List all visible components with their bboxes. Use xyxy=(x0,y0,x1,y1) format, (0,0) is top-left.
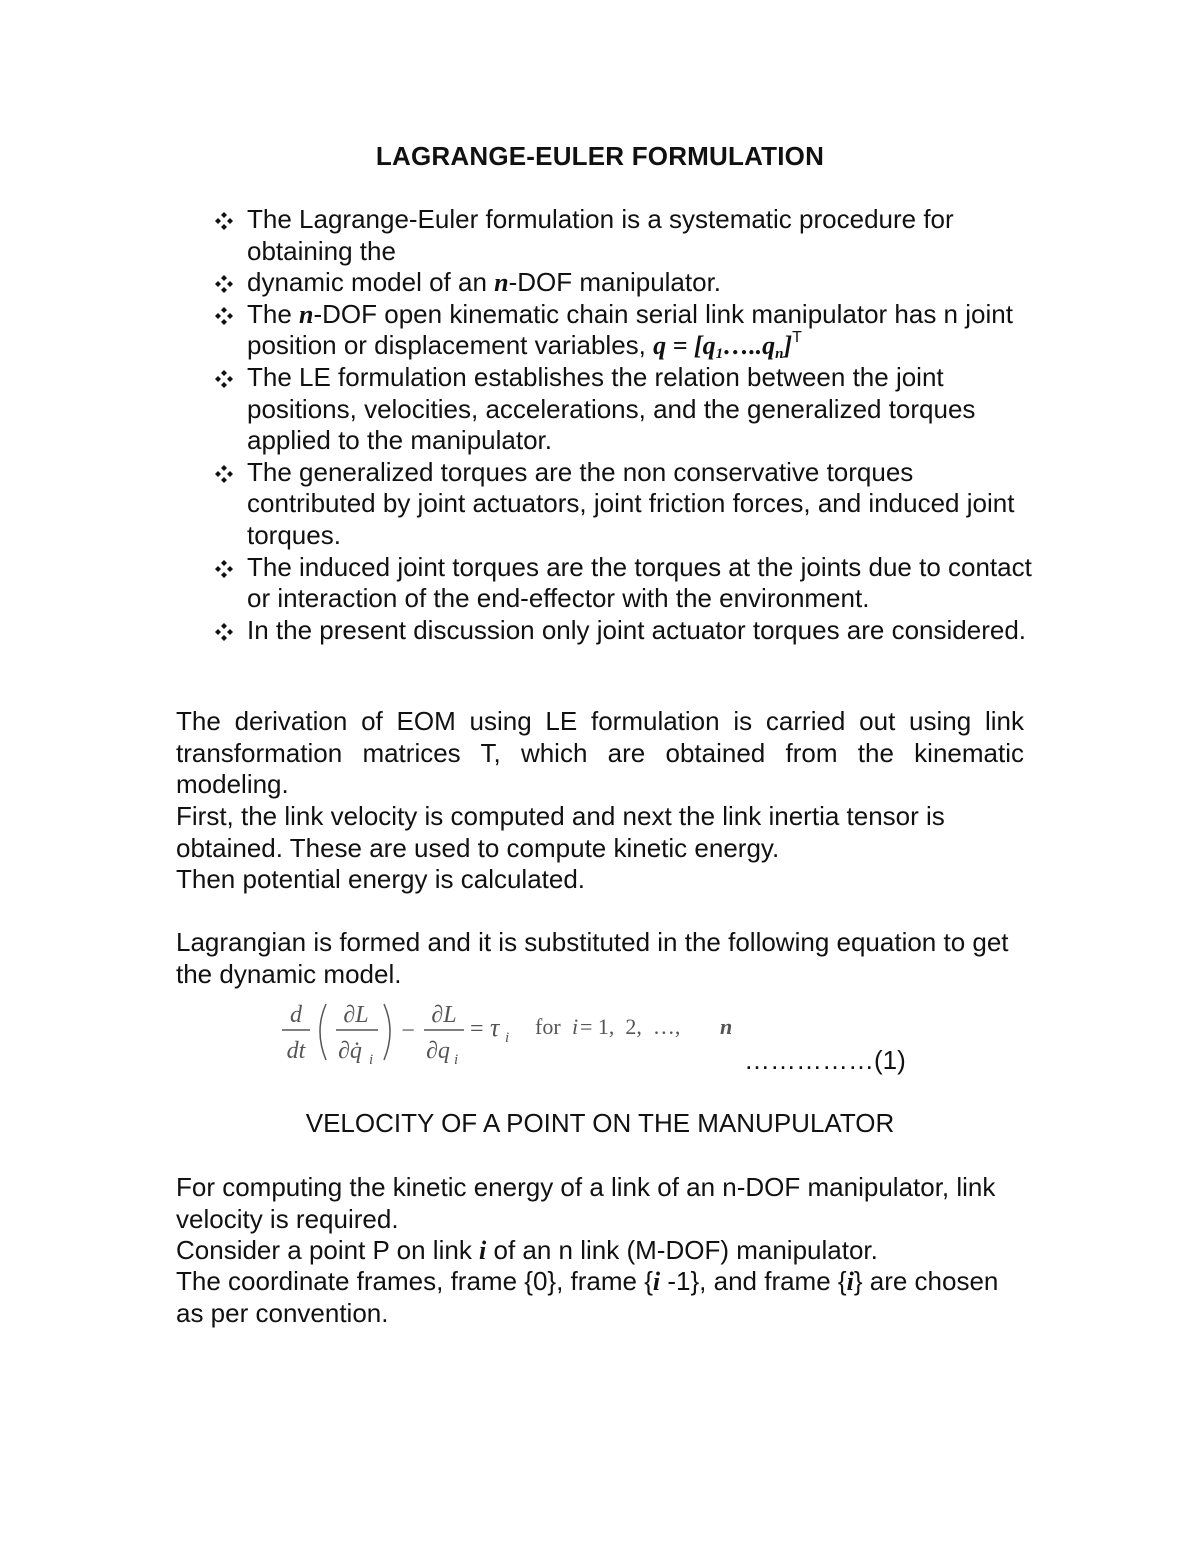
four-diamond-bullet-icon xyxy=(214,559,234,579)
bullet-item xyxy=(214,552,1034,615)
bullet-text: The LE formulation establishes the relation between the joint positions, velocities, accelerations, and the generalized torques applied to the manipulator. xyxy=(247,361,976,456)
section-heading: VELOCITY OF A POINT ON THE MANUPULATOR xyxy=(305,1108,895,1138)
eq-n: n xyxy=(720,1014,733,1039)
page-title: LAGRANGE-EULER FORMULATION xyxy=(375,141,825,171)
text-segment: of an n link (M-DOF) manipulator. xyxy=(486,1235,878,1265)
eq-sub-i-2: i xyxy=(454,1052,459,1068)
bullet-text: -DOF open kinematic chain serial link manipulator has n joint position or displacement variables, xyxy=(247,298,1013,361)
paragraph-potential-energy: Then potential energy is calculated. xyxy=(176,864,586,894)
bullet-item xyxy=(214,299,1034,362)
bullet-text: The xyxy=(247,298,300,329)
text-segment: The coordinate frames, frame {0}, frame { xyxy=(176,1266,653,1296)
bullet-list xyxy=(214,204,1034,646)
eq-dqdot: ∂q̇ xyxy=(338,1038,362,1064)
equation-number: ……………(1) xyxy=(744,1045,906,1075)
lagrange-equation xyxy=(280,998,760,1072)
paragraph-derivation: The derivation of EOM using LE formulation is carried out using link transformation matrices T, which are obtained from the kinematic modeling. xyxy=(176,706,1024,800)
variable-n: n xyxy=(299,299,314,329)
bullet-item xyxy=(214,204,1034,267)
eq-equals: = xyxy=(470,1016,484,1042)
eq-dL-2: ∂L xyxy=(431,1002,457,1028)
bullet-text: The Lagrange-Euler formulation is a systematic procedure for obtaining the xyxy=(247,204,954,266)
eq-tau-sub-i: i xyxy=(505,1030,510,1046)
variable-i: i xyxy=(479,1236,487,1265)
bullet-item xyxy=(214,362,1034,457)
eq-dL-1: ∂L xyxy=(343,1002,369,1028)
bullet-item xyxy=(214,615,1034,647)
bullet-text: The induced joint torques are the torques at the joints due to contact or interaction of the end-effector with the environment. xyxy=(247,551,1032,614)
joint-vector xyxy=(653,331,793,363)
four-diamond-bullet-icon xyxy=(214,274,234,294)
paragraph-coordinate-frames xyxy=(176,1266,1024,1329)
four-diamond-bullet-icon xyxy=(214,622,234,642)
bullet-item xyxy=(214,457,1034,552)
bullet-text: dynamic model of an xyxy=(247,267,495,298)
bullet-text: In the present discussion only joint actuator torques are considered. xyxy=(247,614,1027,645)
eq-dt: dt xyxy=(286,1038,306,1064)
eq-tau: τ xyxy=(490,1013,500,1042)
subscript-n: n xyxy=(775,346,784,363)
joint-vector-close: ] xyxy=(783,331,793,361)
eq-for: for xyxy=(535,1014,561,1039)
paragraph-lagrangian: Lagrangian is formed and it is substituted in the following equation to get the dynamic model. xyxy=(176,927,1009,989)
variable-n: n xyxy=(494,268,509,298)
eq-d: d xyxy=(290,1002,302,1028)
subscript-1: 1 xyxy=(715,346,724,363)
four-diamond-bullet-icon xyxy=(214,211,234,231)
four-diamond-bullet-icon xyxy=(214,464,234,484)
paragraph-kinetic-energy: For computing the kinetic energy of a link of an n-DOF manipulator, link velocity is required. xyxy=(176,1172,996,1234)
four-diamond-bullet-icon xyxy=(214,369,234,389)
joint-vector-head: q = [q xyxy=(653,331,716,361)
eq-i: i xyxy=(572,1014,579,1039)
text-segment: } are chosen as per convention. xyxy=(176,1266,999,1328)
eq-minus: − xyxy=(401,1018,415,1044)
paragraph-velocity-inertia: First, the link velocity is computed and next the link inertia tensor is obtained. These are used to compute kinetic energy. xyxy=(176,801,945,863)
bullet-item xyxy=(214,267,1034,299)
eq-sub-i-1: i xyxy=(369,1052,374,1068)
paragraph-point-p xyxy=(176,1235,1024,1267)
joint-vector-dots: …..q xyxy=(723,331,776,361)
eq-cond: = 1, 2, …, xyxy=(580,1014,686,1039)
eq-dq: ∂q xyxy=(426,1038,450,1064)
bullet-text: -DOF manipulator. xyxy=(508,267,722,298)
four-diamond-bullet-icon xyxy=(214,306,234,326)
bullet-text: The generalized torques are the non conservative torques contributed by joint actuators, joint friction forces, and induced joint torques. xyxy=(247,456,1015,550)
text-segment: -1}, and frame { xyxy=(660,1266,847,1296)
transpose-superscript: T xyxy=(792,329,802,347)
variable-i: i xyxy=(846,1267,854,1296)
text-segment: Consider a point P on link xyxy=(176,1235,480,1265)
variable-i: i xyxy=(652,1267,661,1296)
